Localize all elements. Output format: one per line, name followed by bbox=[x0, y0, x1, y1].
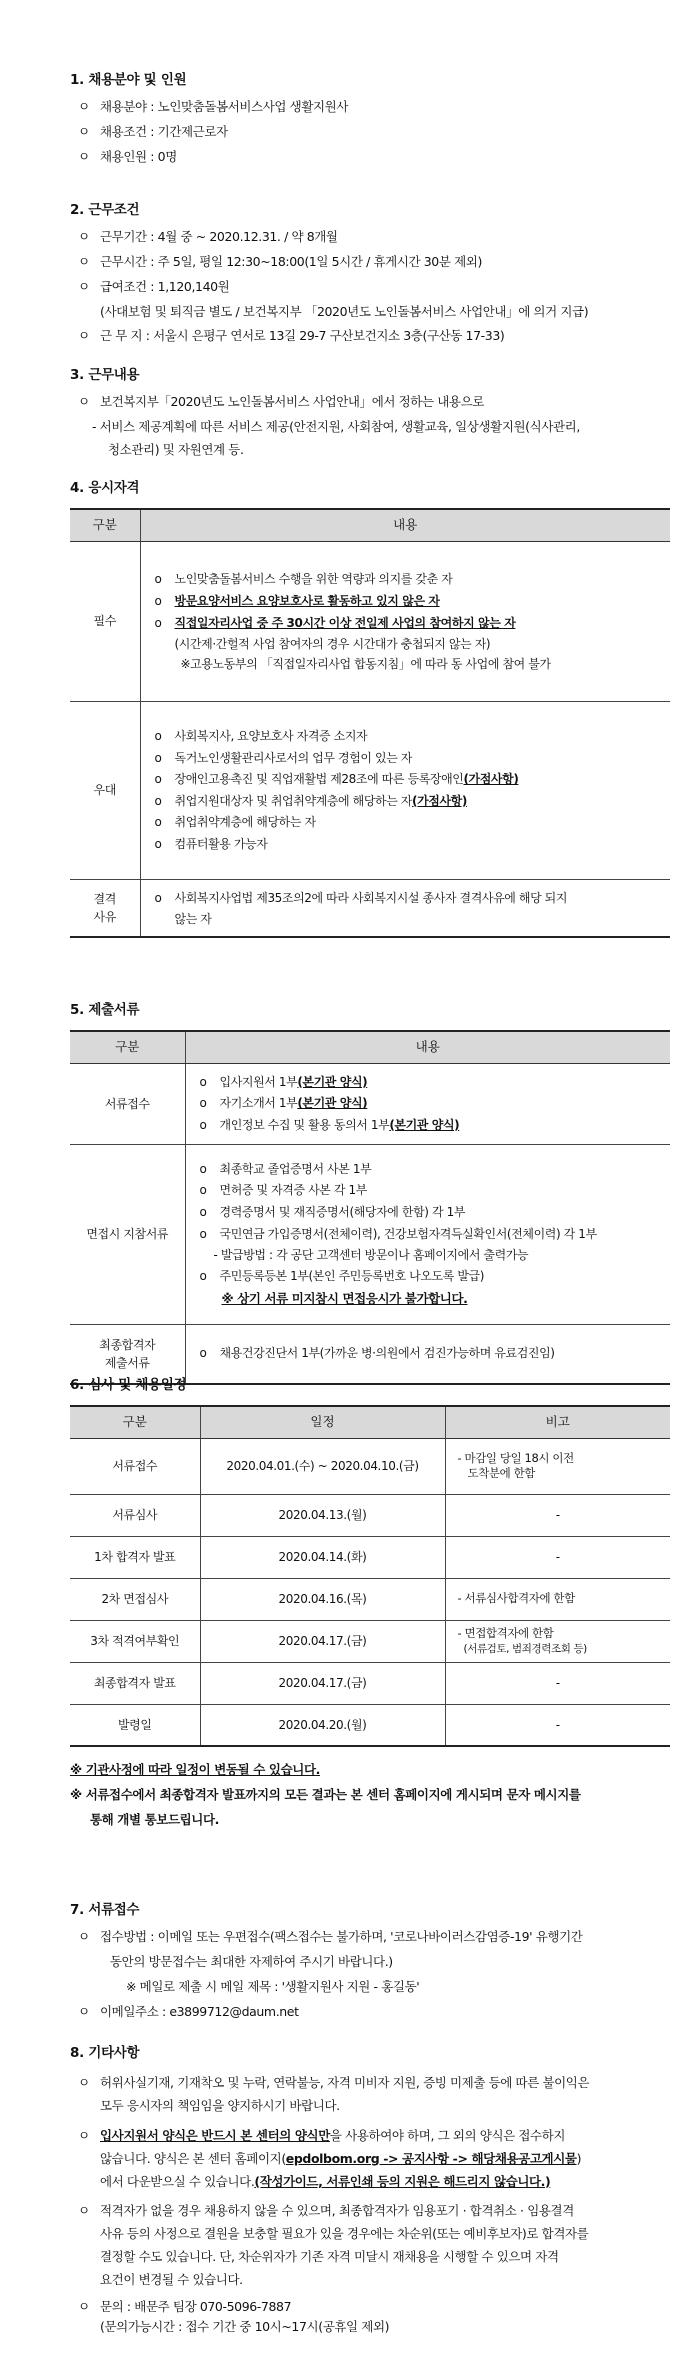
section-title: 5. 제출서류 bbox=[70, 1002, 140, 1018]
row-label: 필수 bbox=[70, 541, 140, 701]
table-row: 2차 면접심사 2020.04.16.(목) - 서류심사합격자에 한함 bbox=[70, 1578, 670, 1620]
row-content: o 사회복지사업법 제35조의2에 따라 사회복지시설 종사자 결격사유에 해당 되지 않는 자 bbox=[140, 879, 670, 937]
list-item: ㅇ 보건복지부「2020년도 노인돌봄서비스 사업안내」에서 정하는 내용으로 bbox=[78, 394, 484, 410]
duty-detail-cont: 청소관리) 및 자원연계 등. bbox=[108, 441, 244, 457]
email-address: ㅇ 이메일주소 : e3899712@daum.net bbox=[78, 2003, 299, 2019]
list-item: ㅇ 허위사실기재, 기재착오 및 누락, 연락불능, 자격 미비자 지원, 증빙 미제출 등에 따른 불이익은 모두 응시자의 책임임을 양지하시기 바랍니다. bbox=[78, 2075, 590, 2114]
table-header: 내용 bbox=[140, 509, 670, 541]
pay-note: (사대보험 및 퇴직금 별도 / 보건복지부 「2020년도 노인돌봄서비스 사업안내」에 의거 지급) bbox=[100, 303, 589, 319]
section-title: 7. 서류접수 bbox=[70, 1902, 140, 1918]
table-row: 최종합격자 발표 2020.04.17.(금) - bbox=[70, 1662, 670, 1704]
list-item: ㅇ 적격자가 없을 경우 채용하지 않을 수 있으며, 최종합격자가 임용포기 · 합격취소 · 임용결격 사유 등의 사정으로 결원을 보충할 필요가 있을 경우에는 차순위(또는 예비후보자)로 합격자를 결정할 수도 있습니다. 단, 차순위자가 기존 자격 미달시 재채용을 시행할 수 있으며 자격 요건이 변경될 수 있습니다. bbox=[78, 2202, 589, 2288]
table-header: 구분 bbox=[70, 1406, 200, 1438]
list-item: ㅇ 근무시간 : 주 5일, 평일 12:30~18:00(1일 5시간 / 휴게시간 30분 제외) bbox=[78, 254, 482, 269]
row-label: 서류접수 bbox=[70, 1063, 185, 1144]
table-header: 내용 bbox=[185, 1031, 670, 1063]
row-content: o 입사지원서 1부(본기관 양식) o 자기소개서 1부(본기관 양식) o 개인정보 수집 및 활용 동의서 1부(본기관 양식) bbox=[185, 1063, 670, 1144]
table-header: 구분 bbox=[70, 1031, 185, 1063]
section-schedule bbox=[70, 1375, 670, 1836]
row-content: o 사회복지사, 요양보호사 자격증 소지자 o 독거노인생활관리사로서의 업무 경험이 있는 자 o 장애인고용촉진 및 직업재활법 제28조에 따른 등록장애인(가점사항) o 취업지원대상자 및 취업취약계층에 해당하는 자(가점사항) o 취업취약계층에 해당하는 자 o 컴퓨터활용 가능자 bbox=[140, 701, 670, 879]
list-item: ㅇ 급여조건 : 1,120,140원 bbox=[78, 278, 230, 294]
list-item: ㅇ 근 무 지 : 서울시 은평구 연서로 13길 29-7 구산보건지소 3층(구산동 17-33) bbox=[78, 328, 505, 344]
table-row: 서류심사 2020.04.13.(월) - bbox=[70, 1494, 670, 1536]
row-content: o 최종학교 졸업증명서 사본 1부 o 면허증 및 자격증 사본 각 1부 o 경력증명서 및 재직증명서(해당자에 한함) 각 1부 o 국민연금 가입증명서(전체이력), 건강보험자격득실확인서(전체이력) 각 1부 - 발급방법 : 각 공단 고객센터 방문이나 홈페이지에서 출력가능 o 주민등록등본 1부(본인 주민등록번호 나오도록 발급) ※ 상기 서류 미지참시 면접응시가 불가합니다. bbox=[185, 1144, 670, 1324]
table-row bbox=[70, 541, 670, 701]
qualification-table bbox=[70, 508, 670, 938]
result-notice: ※ 서류접수에서 최종합격자 발표까지의 모든 결과는 본 센터 홈페이지에 게시되며 문자 메시지를 bbox=[70, 1787, 581, 1802]
table-row: 서류접수 2020.04.01.(수) ~ 2020.04.10.(금) - 마감일 당일 18시 이전 도착분에 한함 bbox=[70, 1438, 670, 1494]
mail-note: ※ 메일로 제출 시 메일 제목 : '생활지원사 지원 - 홍길동' bbox=[126, 1978, 420, 1994]
section-title: 1. 채용분야 및 인원 bbox=[70, 72, 187, 88]
table-row: 발령일 2020.04.20.(월) - bbox=[70, 1704, 670, 1746]
section-title: 8. 기타사항 bbox=[70, 2045, 140, 2061]
table-row bbox=[70, 1063, 670, 1144]
section-duties bbox=[70, 365, 670, 466]
result-notice-cont: 통해 개별 통보드립니다. bbox=[90, 1811, 220, 1827]
section-documents bbox=[70, 1000, 670, 1385]
table-row bbox=[70, 1144, 670, 1324]
row-content: o 노인맞춤돌봄서비스 수행을 위한 역량과 의지를 갖춘 자 o 방문요양서비스 요양보호사로 활동하고 있지 않은 자 o 직접일자리사업 중 주 30시간 이상 전일제 사업의 참여하지 않는 자 (시간제·간헐적 사업 참여자의 경우 시간대가 충첩되지 않는 자) ※고용노동부의 「직접일자리사업 합동지침」에 따라 동 사업에 참여 불가 bbox=[140, 541, 670, 701]
list-item: ㅇ 채용분야 : 노인맞춤돌봄서비스사업 생활지원사 bbox=[78, 99, 349, 115]
row-label: 최종합격자 제출서류 bbox=[99, 1337, 156, 1370]
section-submission bbox=[70, 1900, 670, 2027]
documents-table bbox=[70, 1030, 670, 1385]
section-qualifications bbox=[70, 478, 670, 938]
method-cont: 동안의 방문접수는 최대한 자제하여 주시기 바랍니다.) bbox=[110, 1954, 393, 1969]
table-row bbox=[70, 879, 670, 937]
section-title: 2. 근무조건 bbox=[70, 202, 140, 218]
schedule-warning: ※ 기관사정에 따라 일정이 변동될 수 있습니다. bbox=[70, 1762, 320, 1778]
section-title: 4. 응시자격 bbox=[70, 480, 140, 496]
list-item: ㅇ 접수방법 : 이메일 또는 우편접수(팩스접수는 불가하며, '코로나바이러스감염증-19' 유행기간 bbox=[78, 1929, 583, 1945]
table-header: 비고 bbox=[445, 1406, 670, 1438]
schedule-table bbox=[70, 1405, 670, 1747]
table-header: 구분 bbox=[70, 509, 140, 541]
section-recruitment bbox=[70, 70, 670, 173]
list-item: ㅇ 입사지원서 양식은 반드시 본 센터의 양식만을 사용하여야 하며, 그 외의 양식은 접수하지 않습니다. 양식은 본 센터 홈페이지(epdolbom.org -> 공지사항 -> 해당채용공고게시물) 에서 다운받으실 수 있습니다.(작성가이드, 서류인쇄 등의 지원은 해드리지 않습니다.) bbox=[78, 2127, 582, 2189]
section-title: 6. 심사 및 채용일정 bbox=[70, 1377, 187, 1393]
section-title: 3. 근무내용 bbox=[70, 367, 140, 383]
table-row: 3차 적격여부확인 2020.04.17.(금) - 면접합격자에 한함 (서류검토, 범죄경력조회 등) bbox=[70, 1620, 670, 1662]
table-row: 1차 합격자 발표 2020.04.14.(화) - bbox=[70, 1536, 670, 1578]
section-other bbox=[70, 2043, 670, 2343]
row-label: 우대 bbox=[70, 701, 140, 879]
row-content: o 채용건강진단서 1부(가까운 병·의원에서 검진가능하며 유료검진임) bbox=[185, 1324, 670, 1384]
table-row bbox=[70, 701, 670, 879]
row-label: 결격 사유 bbox=[93, 892, 116, 925]
row-label: 면접시 지참서류 bbox=[70, 1144, 185, 1324]
duty-detail: - 서비스 제공계획에 따른 서비스 제공(안전지원, 사회참여, 생활교육, 일상생활지원(식사관리, bbox=[92, 419, 580, 434]
contact: ㅇ 문의 : 배문주 팀장 070-5096-7887 (문의가능시간 : 접수 기간 중 10시~17시(공휴일 제외) bbox=[78, 2299, 390, 2335]
list-item: ㅇ 근무기간 : 4월 중 ~ 2020.12.31. / 약 8개월 bbox=[78, 229, 338, 245]
list-item: ㅇ 채용조건 : 기간제근로자 bbox=[78, 124, 228, 139]
section-conditions bbox=[70, 200, 670, 352]
table-header: 일정 bbox=[200, 1406, 445, 1438]
list-item: ㅇ 채용인원 : 0명 bbox=[78, 148, 177, 164]
